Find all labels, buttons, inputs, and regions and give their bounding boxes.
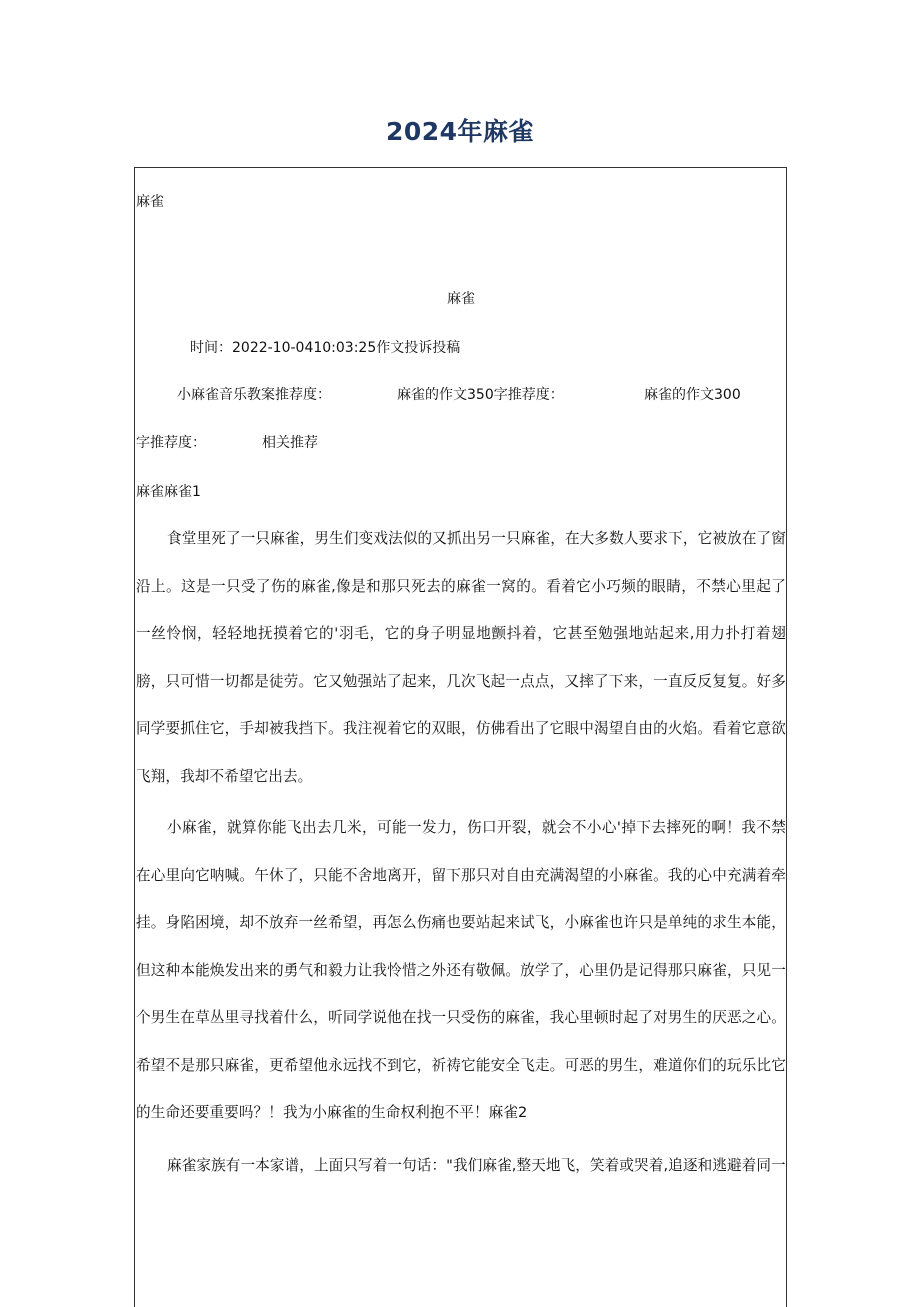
recommend-item-2[interactable]: 麻雀的作文350字推荐度： xyxy=(397,387,564,403)
paragraph-1: 食堂里死了一只麻雀，男生们变戏法似的又抓出另一只麻雀，在大多数人要求下，它被放在了窗沿上。这是一只受了伤的麻雀,像是和那只死去的麻雀一窝的。看着它小巧频的眼睛，不禁心里起了一丝怜悯，轻轻地抚摸着它的'羽毛，它的身子明显地颤抖着，它甚至勉强地站起来,用力扑打着翅膀，只可惜一切都是徒劳。它又勉强站了起来，几次飞起一点点，又摔了下来，一直反反复复。好多同学要抓住它，手却被我挡下。我注视着它的双眼，仿佛看出了它眼中渴望自由的火焰。看着它意欲飞翔，我却不希望它出去。 xyxy=(136,530,786,785)
related-recommend-link[interactable]: 相关推荐 xyxy=(262,435,318,451)
document-title: 2024年麻雀 xyxy=(385,117,535,146)
article-heading: 麻雀 xyxy=(447,291,475,307)
article-label: 麻雀 xyxy=(136,194,164,210)
paragraph-3: 麻雀家族有一本家谱，上面只写着一句话："我们麻雀,整天地飞，笑着或哭着,追逐和逃避着同一 xyxy=(167,1157,786,1174)
recommend-item-1[interactable]: 小麻雀音乐教案推荐度： xyxy=(177,387,331,403)
article-meta: 时间：2022-10-0410:03:25作文投诉投稿 xyxy=(190,340,461,356)
recommend-item-3-continued: 字推荐度： xyxy=(136,435,206,451)
recommend-item-3[interactable]: 麻雀的作文300 xyxy=(644,387,741,403)
paragraph-2: 小麻雀，就算你能飞出去几米，可能一发力，伤口开裂，就会不小心'掉下去摔死的啊！我不禁在心里向它呐喊。午休了，只能不舍地离开，留下那只对自由充满渴望的小麻雀。我的心中充满着牵挂。身陷困境，却不放弃一丝希望，再怎么伤痛也要站起来试飞，小麻雀也许只是单纯的求生本能，但这种本能焕发出来的勇气和毅力让我怜惜之外还有敬佩。放学了，心里仍是记得那只麻雀，只见一个男生在草丛里寻找着什么，听同学说他在找一只受伤的麻雀，我心里顿时起了对男生的厌恶之心。希望不是那只麻雀，更希望他永远找不到它，祈祷它能安全飞走。可恶的男生，难道你们的玩乐比它的生命还要重要吗？！我为小麻雀的生命权利抱不平！麻雀2 xyxy=(136,819,786,1121)
section-title: 麻雀麻雀1 xyxy=(136,484,201,500)
